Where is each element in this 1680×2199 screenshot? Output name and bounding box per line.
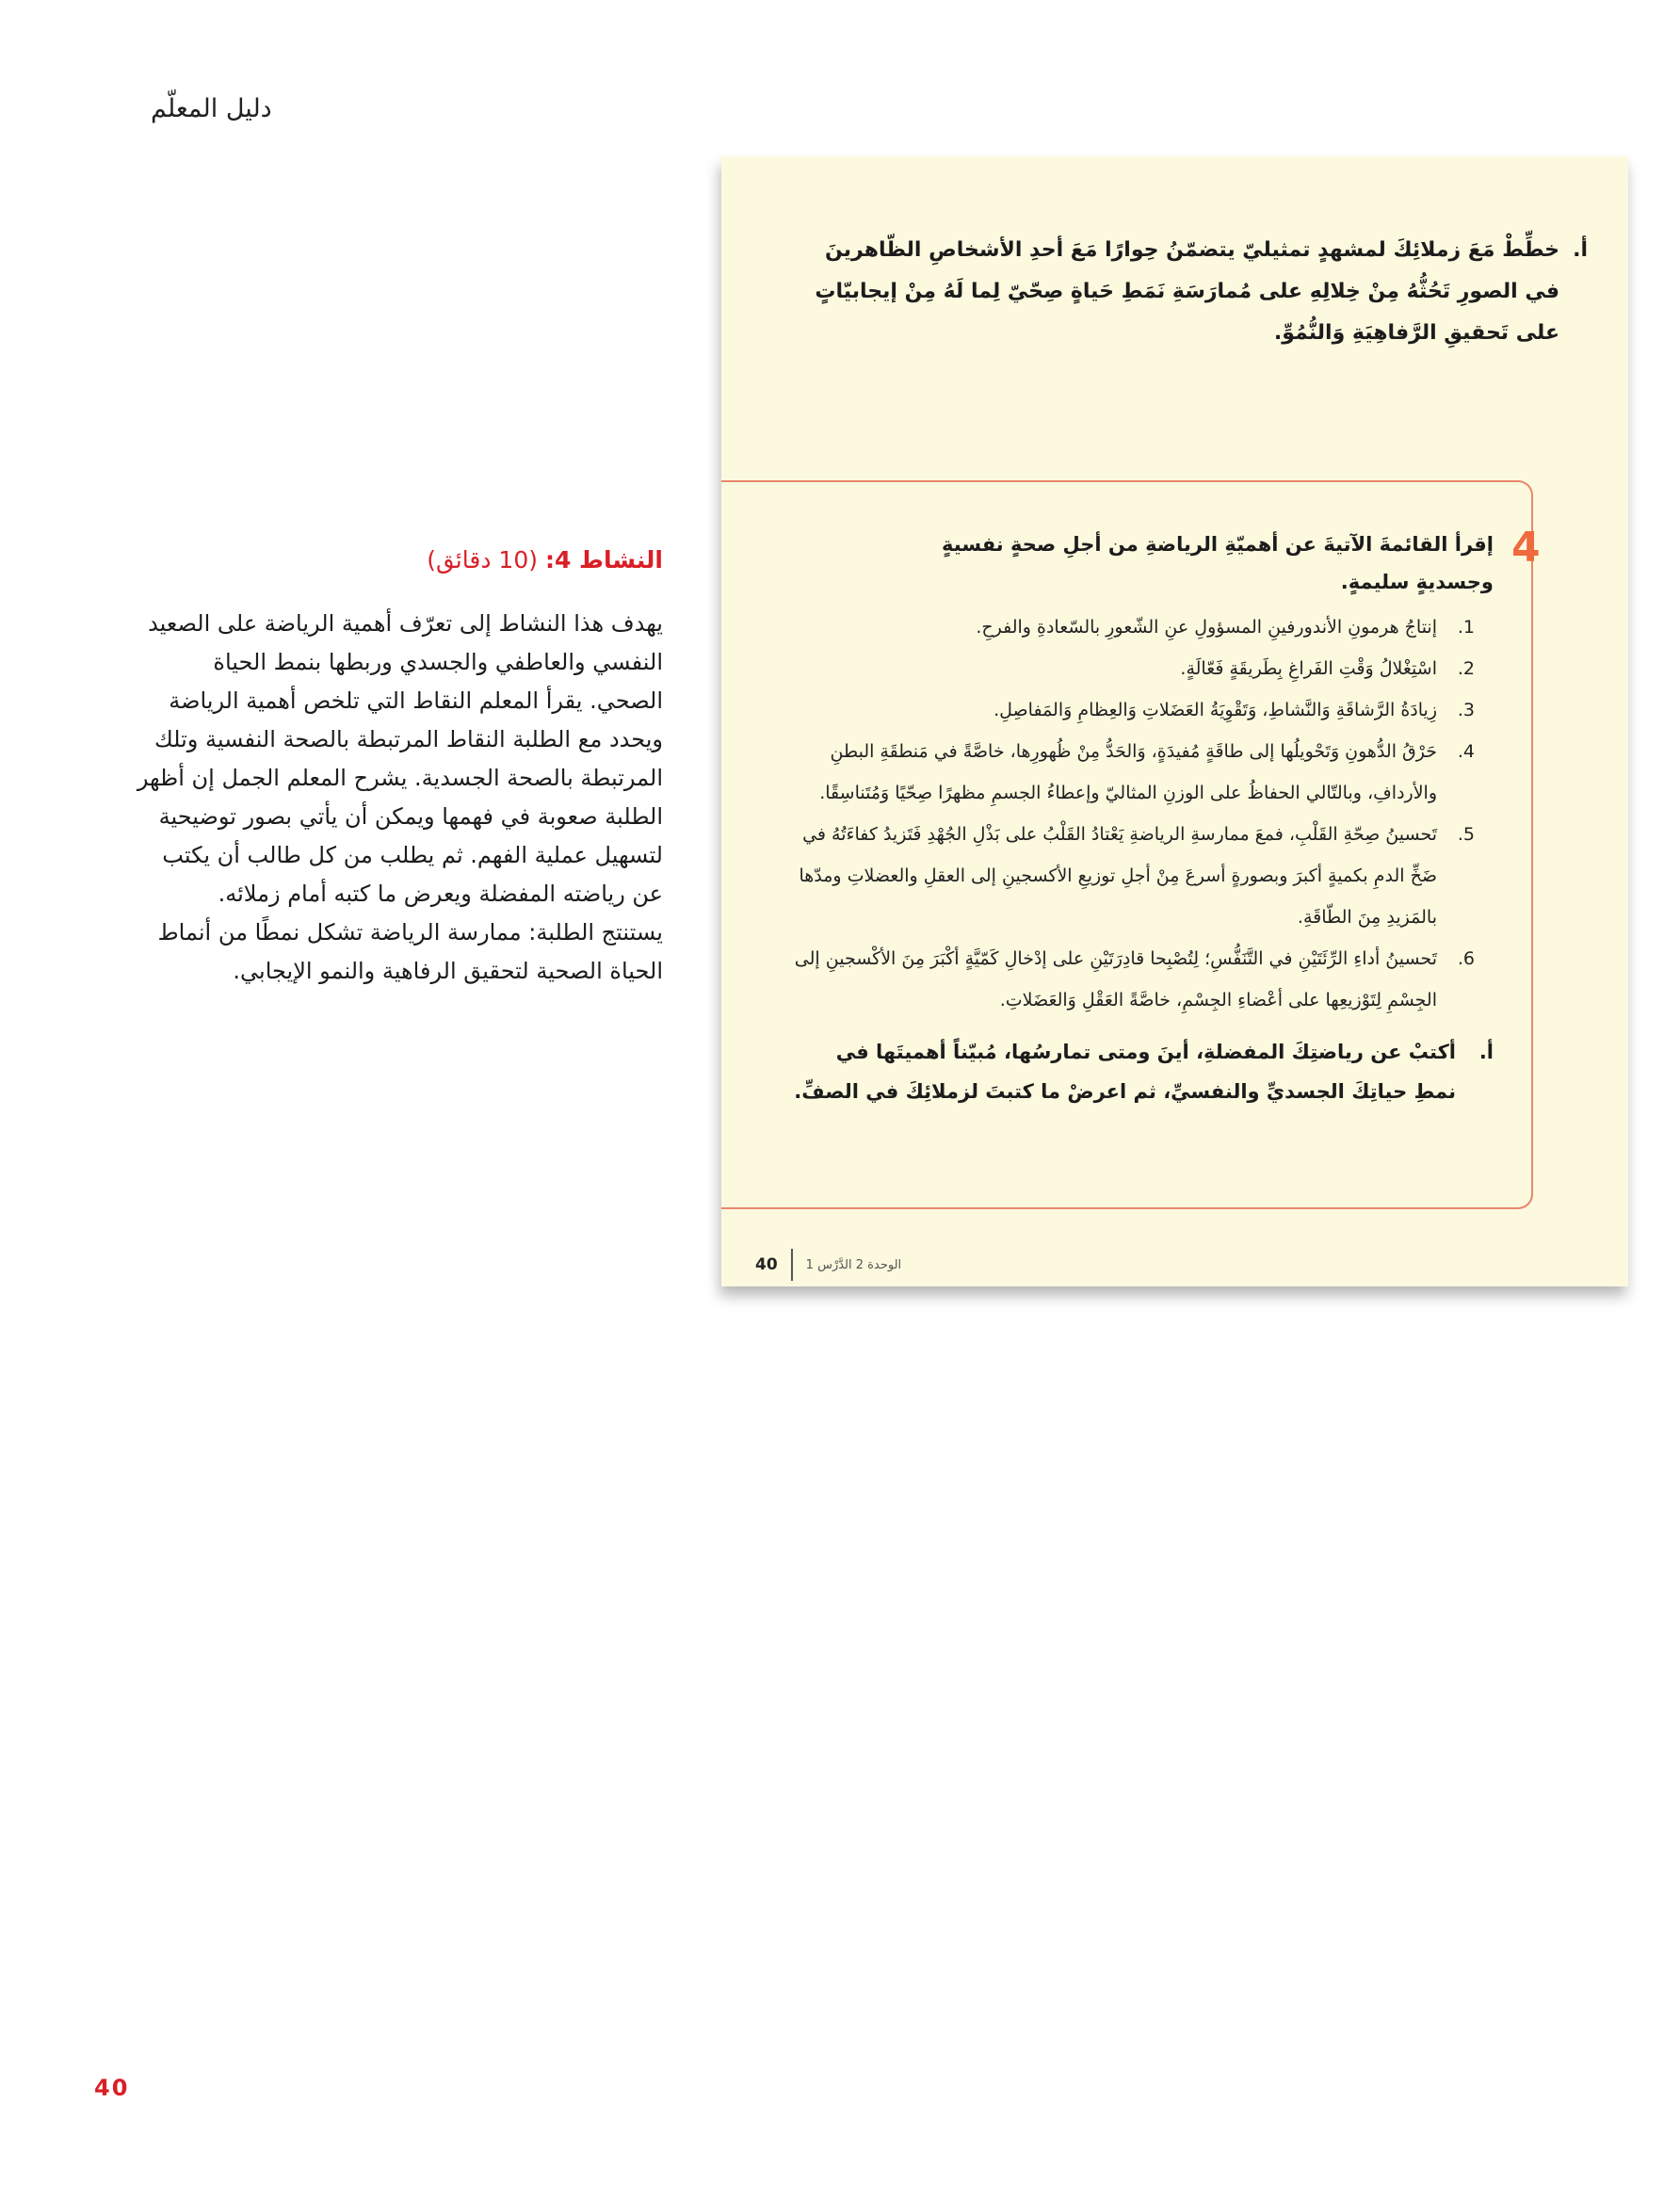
section-instruction: إقرأ القائمةَ الآتيةَ عن أهميّةِ الرياضةِ من أجلِ صحةٍ نفسيةٍ وجسديةٍ سليمةٍ. <box>942 533 1494 593</box>
textbook-page-image <box>721 156 1628 1286</box>
top-task <box>806 230 1588 354</box>
list-item-text: تَحسينُ أداءِ الرِّئَتَيْنِ في التَّنَفُّسِ؛ لِتُصْبِحا قادِرَتَيْنِ على إدْخالِ كَمّيَّةٍ أكْبَرَ مِنَ الأكْسجينِ إلى الجِسْمِ لِتَوْزيعِها على أعْضاءِ الجِسْمِ، خاصَّةً العَقْلِ وَالعَضَلاتِ. <box>794 948 1437 1011</box>
page-header-title: دليل المعلّم <box>151 94 272 123</box>
footer-divider <box>791 1249 793 1281</box>
list-item-text: زِيادَةُ الرَّشاقَةِ وَالنَّشاطِ، وَتَقْوِيَةُ العَضَلاتِ وَالعِظامِ وَالمَفاصِلِ. <box>993 700 1437 720</box>
list-item <box>787 731 1475 814</box>
textbook-page-footer <box>755 1249 901 1281</box>
list-item-text: اسْتِغْلالُ وَقْتِ الفَراغِ بِطَريقَةٍ فَعّالَةٍ. <box>1180 658 1437 679</box>
list-item-text: تَحسينُ صِحّةِ القَلْبِ، فمعَ ممارسةِ الرياضةِ يَعْتادُ القَلْبُ على بَذْلِ الجُهْدِ فَتَزيدُ كفاءَتُهُ في ضَخِّ الدمِ بكميةٍ أكبرَ وبصورةٍ أسرعَ مِنْ أجلِ توزيعِ الأكسجينِ إلى العقلِ والعضلاتِ ومدّها بالمَزيدِ مِنَ الطّاقَةِ. <box>799 824 1437 928</box>
activity-title <box>427 546 663 574</box>
textbook-page-number: 40 <box>755 1255 778 1274</box>
top-task-text: خطِّطْ مَعَ زملائِكَ لمشهدٍ تمثيليّ يتضمّنُ حِوارًا مَعَ أحدِ الأشخاصِ الظّاهرينَ في الصورِ تَحُثُّهُ مِنْ خِلالِهِ على مُمارَسَةِ نَمَطِ حَياةٍ صِحّيّ لِما لَهُ مِنْ إيجابيّاتٍ على تَحقيقِ الرَّفاهِيَةِ وَالنُّمُوِّ. <box>815 238 1559 345</box>
list-item <box>787 648 1475 689</box>
list-item-number: 4. <box>1457 741 1475 762</box>
list-item-number: 1. <box>1457 617 1475 638</box>
writing-task-marker: أ. <box>1478 1041 1494 1063</box>
list-item-text: حَرْقُ الدُّهونِ وَتَحْويلُها إلى طاقَةٍ مُفيدَةٍ، وَالحَدُّ مِنْ ظُهورِها، خاصَّةً في مَنطقَةِ البطنِ والأردافِ، وبالتّالي الحفاظُ على الوزنِ المثاليّ وإعطاءُ الجسمِ مظهرًا صِحّيًا وَمُتَناسِقًا. <box>819 741 1437 803</box>
lesson-label: الوحدة 2 الدَّرْس 1 <box>805 1257 902 1272</box>
activity-title-label: النشاط 4: <box>544 546 663 574</box>
activity-duration: (10 دقائق) <box>427 546 545 574</box>
top-task-marker: أ. <box>1573 238 1588 262</box>
writing-task-text: أكتبْ عن رياضتِكَ المفضلةِ، أينَ ومتى تمارسُها، مُبيّناً أهميتَها في نمطِ حياتِكَ الجسديِّ والنفسيِّ، ثم اعرضْ ما كتبتَ لزملائِكَ في الصفِّ. <box>794 1041 1456 1103</box>
list-item <box>787 938 1475 1021</box>
list-item <box>787 814 1475 938</box>
writing-task <box>787 1032 1494 1111</box>
activity-paragraph: يهدف هذا النشاط إلى تعرّف أهمية الرياضة على الصعيد النفسي والعاطفي والجسدي وربطها بنمط الحياة الصحي. يقرأ المعلم النقاط التي تلخص أهمية الرياضة ويحدد مع الطلبة النقاط المرتبطة بالصحة النفسية وتلك المرتبطة بالصحة الجسدية. يشرح المعلم الجمل إن أظهر الطلبة صعوبة في فهمها ويمكن أن يأتي بصور توضيحية لتسهيل عملية الفهم. ثم يطلب من كل طالب أن يكتب عن رياضته المفضلة ويعرض ما كتبه أمام زملائه. <box>137 610 663 907</box>
list-item-number: 3. <box>1457 700 1475 720</box>
list-item-number: 2. <box>1457 658 1475 679</box>
section-number: 4 <box>1511 524 1541 572</box>
list-item <box>787 606 1475 648</box>
guide-page-number: 40 <box>94 2075 130 2101</box>
activity-conclusion: يستنتج الطلبة: ممارسة الرياضة تشكل نمطًا من أنماط الحياة الصحية لتحقيق الرفاهية والنمو الإيجابي. <box>157 919 663 984</box>
list-item-number: 6. <box>1457 948 1475 969</box>
activity-description <box>136 605 663 991</box>
list-item-number: 5. <box>1457 824 1475 845</box>
list-item-text: إنتاجُ هرمونِ الأندورفينِ المسؤولِ عنِ الشّعورِ بالسّعادةِ والفرحِ. <box>976 617 1437 638</box>
benefits-list <box>787 606 1475 1021</box>
list-item <box>787 689 1475 731</box>
